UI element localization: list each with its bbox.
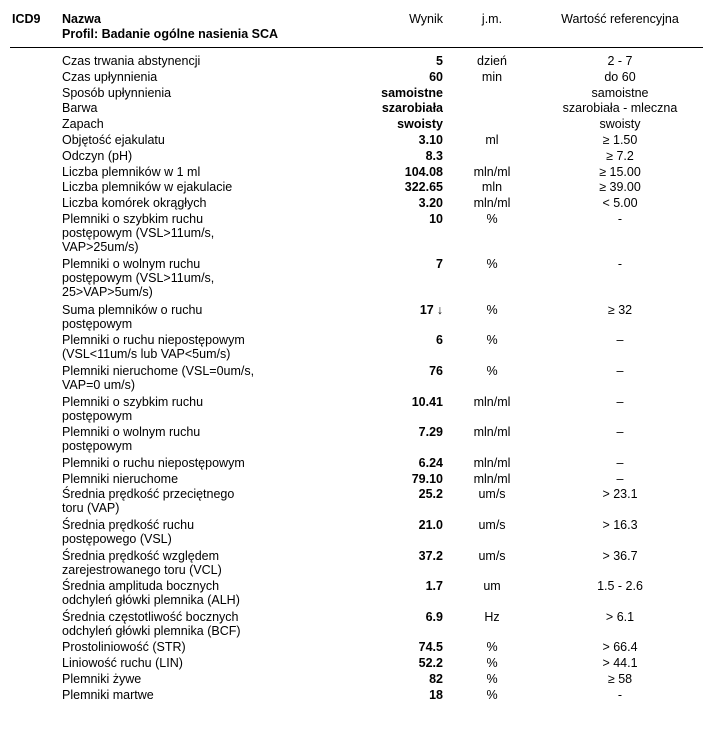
- unit: mln/ml: [473, 196, 511, 211]
- result-value-text: 1.7: [425, 579, 443, 594]
- result-value: [360, 364, 443, 378]
- result-value-text: 7.29: [418, 425, 443, 440]
- result-value: [360, 672, 443, 686]
- result-value: [360, 212, 443, 226]
- reference-range: ≥ 32: [607, 302, 633, 317]
- parameter-name: Plemniki o wolnym ruchu postępowym (VSL>11um/s, 25>VAP>5um/s): [62, 257, 215, 300]
- result-value: [360, 472, 443, 486]
- reference-range: -: [617, 211, 623, 226]
- table-row: [0, 85, 713, 101]
- reference-range: –: [616, 363, 624, 378]
- parameter-name: Plemniki żywe: [62, 671, 142, 686]
- parameter-name: Plemniki o szybkim ruchu postępowym (VSL>11um/s, VAP>25um/s): [62, 211, 215, 254]
- result-value-text: szarobiała: [381, 101, 443, 116]
- table-row: [0, 609, 713, 640]
- reference-range: ≥ 7.2: [606, 148, 634, 163]
- result-value-text: 6.24: [418, 455, 443, 470]
- result-value: [360, 196, 443, 210]
- table-row: [0, 132, 713, 148]
- result-value-text: swoisty: [397, 117, 443, 132]
- unit: um/s: [478, 517, 506, 532]
- result-value: [360, 133, 443, 147]
- reference-range: > 6.1: [605, 609, 635, 624]
- unit: ml: [485, 132, 499, 147]
- result-value-text: 5: [436, 54, 443, 68]
- unit: dzień: [477, 54, 507, 68]
- table-row: [0, 302, 713, 333]
- unit: mln/ml: [473, 455, 511, 470]
- table-row: [0, 578, 713, 609]
- results-table: [0, 53, 713, 702]
- result-value-text: 60: [429, 69, 443, 84]
- unit: mln/ml: [473, 471, 511, 486]
- table-row: [0, 148, 713, 164]
- unit: %: [486, 302, 498, 317]
- header-divider: [10, 47, 703, 48]
- reference-range: 1.5 - 2.6: [597, 579, 643, 594]
- parameter-name: Objętość ejakulatu: [62, 132, 165, 147]
- result-value-text: 37.2: [418, 548, 443, 563]
- table-row: [0, 671, 713, 687]
- reference-range: szarobiała - mleczna: [562, 101, 678, 116]
- reference-range: swoisty: [599, 117, 641, 132]
- result-column-header: Wynik: [409, 12, 443, 26]
- unit: um/s: [478, 487, 506, 502]
- result-value-text: 6: [436, 333, 443, 348]
- result-value: [360, 86, 443, 100]
- result-value-text: 52.2: [418, 656, 443, 671]
- result-value: [360, 101, 443, 115]
- unit: um/s: [478, 548, 506, 563]
- unit-column-header: j.m.: [481, 12, 503, 26]
- result-value: [360, 610, 443, 624]
- result-value: [360, 395, 443, 409]
- table-row: [0, 655, 713, 671]
- reference-range: samoistne: [591, 85, 649, 100]
- parameter-name: Barwa: [62, 101, 98, 116]
- unit: mln: [481, 180, 503, 195]
- unit: %: [486, 671, 498, 686]
- table-row: [0, 486, 713, 517]
- parameter-name: Sposób upłynnienia: [62, 85, 172, 100]
- parameter-name: Plemniki o ruchu niepostępowym: [62, 455, 245, 470]
- result-value: [360, 425, 443, 439]
- parameter-name: Średnia prędkość względem zarejestrowanego toru (VCL): [62, 548, 222, 577]
- below-range-arrow-icon: ↓: [436, 302, 443, 317]
- result-value: [360, 117, 443, 131]
- parameter-name: Średnia prędkość ruchu postępowego (VSL): [62, 517, 195, 546]
- result-value-text: 21.0: [418, 517, 443, 532]
- unit: um: [483, 579, 501, 594]
- unit: mln/ml: [473, 164, 511, 179]
- parameter-name: Czas upłynnienia: [62, 69, 158, 84]
- reference-range: > 16.3: [602, 517, 638, 532]
- reference-range: < 5.00: [602, 196, 638, 211]
- unit: mln/ml: [473, 394, 511, 409]
- result-value-text: 104.08: [404, 164, 443, 179]
- parameter-name: Prostoliniowość (STR): [62, 640, 186, 655]
- parameter-name: Plemniki nieruchome: [62, 471, 179, 486]
- result-value-text: 82: [429, 671, 443, 686]
- unit: %: [486, 656, 498, 671]
- unit: %: [486, 333, 498, 348]
- table-row: [0, 394, 713, 425]
- table-row: [0, 100, 713, 116]
- result-value: [360, 549, 443, 563]
- unit: %: [486, 640, 498, 655]
- reference-range: –: [616, 394, 624, 409]
- reference-range: –: [616, 333, 624, 348]
- result-value-text: 8.3: [425, 148, 443, 163]
- result-value-text: 6.9: [425, 609, 443, 624]
- reference-range: > 36.7: [602, 548, 638, 563]
- reference-range: –: [616, 425, 624, 440]
- parameter-name: Plemniki o szybkim ruchu postępowym: [62, 394, 204, 423]
- table-header: [0, 8, 713, 50]
- table-row: [0, 687, 713, 703]
- table-row: [0, 639, 713, 655]
- result-value: [360, 180, 443, 194]
- result-value-text: 74.5: [418, 640, 443, 655]
- reference-range: > 23.1: [602, 487, 638, 502]
- result-value: [360, 487, 443, 501]
- reference-range: > 44.1: [602, 656, 638, 671]
- table-row: [0, 424, 713, 455]
- result-value: [360, 640, 443, 654]
- table-row: [0, 69, 713, 85]
- result-value: [360, 149, 443, 163]
- parameter-name: Suma plemników o ruchu postępowym: [62, 302, 203, 331]
- reference-range: > 66.4: [602, 640, 638, 655]
- result-value: [360, 688, 443, 702]
- result-value: [360, 333, 443, 347]
- reference-range: ≥ 1.50: [602, 132, 638, 147]
- reference-range: -: [617, 687, 623, 702]
- table-row: [0, 256, 713, 301]
- result-value-text: 10.41: [411, 394, 443, 409]
- result-value: [360, 165, 443, 179]
- reference-range: do 60: [604, 69, 636, 84]
- reference-column-header: Wartość referencyjna: [561, 12, 679, 26]
- table-row: [0, 548, 713, 579]
- parameter-name: Odczyn (pH): [62, 148, 133, 163]
- result-value-text: 76: [429, 363, 443, 378]
- table-row: [0, 211, 713, 256]
- table-row: [0, 53, 713, 69]
- reference-range: ≥ 58: [607, 671, 633, 686]
- result-value-text: 3.20: [418, 196, 443, 211]
- parameter-name: Plemniki martwe: [62, 687, 154, 702]
- parameter-name: Plemniki nieruchome (VSL=0um/s, VAP=0 um/s): [62, 363, 255, 392]
- parameter-name: Plemniki o ruchu niepostępowym (VSL<11um/s lub VAP<5um/s): [62, 333, 245, 362]
- reference-range: 2 - 7: [607, 54, 633, 68]
- result-value: [360, 257, 443, 271]
- reference-range: -: [617, 257, 623, 272]
- table-row: [0, 363, 713, 394]
- result-value-text: samoistne: [381, 85, 443, 100]
- unit: %: [486, 257, 498, 272]
- unit: %: [486, 687, 498, 702]
- unit: Hz: [484, 609, 500, 624]
- table-row: [0, 517, 713, 548]
- parameter-name: Średnia częstotliwość bocznych odchyleń główki plemnika (BCF): [62, 609, 241, 638]
- result-value: [360, 54, 443, 68]
- parameter-name: Plemniki o wolnym ruchu postępowym: [62, 425, 201, 454]
- reference-range: –: [616, 455, 624, 470]
- result-value: [360, 456, 443, 470]
- result-value: [360, 656, 443, 670]
- parameter-name: Liczba plemników w 1 ml: [62, 164, 201, 179]
- unit: %: [486, 211, 498, 226]
- table-row: [0, 164, 713, 180]
- parameter-name: Średnia amplituda bocznych odchyleń główki plemnika (ALH): [62, 579, 240, 608]
- parameter-name: Zapach: [62, 117, 104, 132]
- result-value-text: 17: [419, 302, 434, 317]
- table-row: [0, 179, 713, 195]
- icd-column-header: ICD9: [12, 12, 41, 26]
- unit: %: [486, 363, 498, 378]
- reference-range: ≥ 39.00: [599, 180, 641, 195]
- table-row: [0, 116, 713, 132]
- result-value-text: 25.2: [418, 487, 443, 502]
- table-row: [0, 195, 713, 211]
- name-column-header: Nazwa: [62, 12, 101, 26]
- parameter-name: Liniowość ruchu (LIN): [62, 656, 183, 671]
- result-value-text: 79.10: [411, 471, 443, 486]
- table-row: [0, 455, 713, 471]
- parameter-name: Liczba plemników w ejakulacie: [62, 180, 233, 195]
- table-row: [0, 471, 713, 487]
- profile-title: Profil: Badanie ogólne nasienia SCA: [62, 27, 279, 41]
- result-value: [360, 579, 443, 593]
- reference-range: –: [616, 471, 624, 486]
- result-value: [360, 518, 443, 532]
- parameter-name: Liczba komórek okrągłych: [62, 196, 207, 211]
- result-value-text: 7: [436, 257, 443, 272]
- result-value: [360, 70, 443, 84]
- unit: mln/ml: [473, 425, 511, 440]
- parameter-name: Czas trwania abstynencji: [62, 54, 201, 68]
- result-value: [360, 303, 443, 317]
- reference-range: ≥ 15.00: [599, 164, 641, 179]
- result-value-text: 18: [429, 687, 443, 702]
- result-value-text: 3.10: [418, 132, 443, 147]
- unit: min: [481, 69, 503, 84]
- parameter-name: Średnia prędkość przeciętnego toru (VAP): [62, 487, 235, 516]
- result-value-text: 10: [429, 211, 443, 226]
- result-value-text: 322.65: [404, 180, 443, 195]
- table-row: [0, 332, 713, 363]
